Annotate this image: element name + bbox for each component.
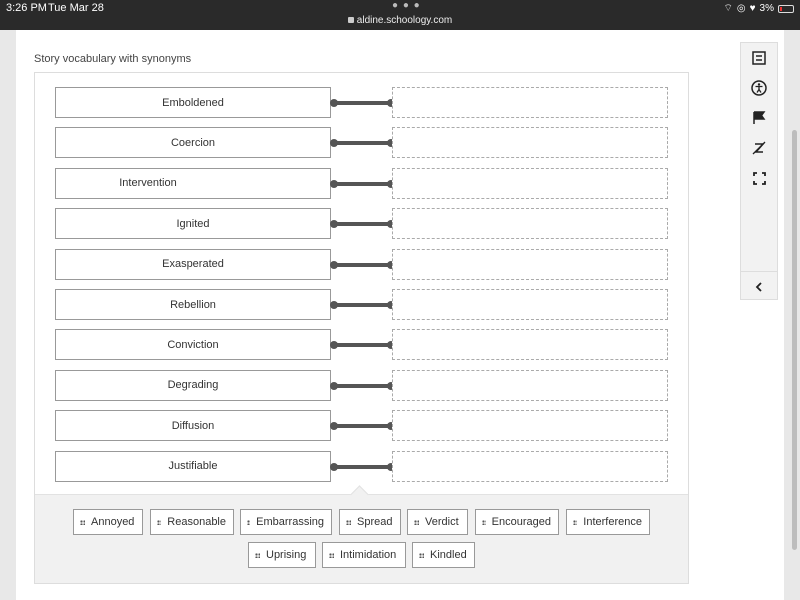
question-title: Story vocabulary with synonyms: [34, 53, 192, 65]
heart-icon: ♥: [749, 3, 756, 14]
answer-chip[interactable]: [407, 509, 468, 535]
term-box: [55, 208, 331, 239]
term-label: Rebellion: [170, 298, 216, 311]
drag-handle-icon: [255, 553, 260, 558]
term-label: Degrading: [167, 379, 219, 392]
drop-target[interactable]: [392, 168, 668, 199]
wifi-icon: ⌔: [723, 3, 733, 14]
drop-target[interactable]: [392, 208, 668, 239]
chip-label: Uprising: [266, 549, 307, 561]
match-row: [55, 410, 667, 441]
term-label: Emboldened: [162, 96, 224, 109]
drop-target[interactable]: [392, 329, 668, 360]
flag-icon[interactable]: [741, 103, 777, 133]
drop-target[interactable]: [392, 127, 668, 158]
drop-target[interactable]: [392, 249, 668, 280]
term-box: [55, 249, 331, 280]
status-indicators: [723, 2, 794, 15]
connector-line: [331, 101, 393, 105]
chip-label: Encouraged: [491, 516, 551, 528]
connector-line: [331, 384, 393, 388]
status-bar: [0, 0, 800, 30]
term-label: Exasperated: [162, 258, 224, 271]
chip-label: Interference: [583, 516, 642, 528]
term-box: [55, 451, 331, 482]
chip-label: Verdict: [425, 516, 459, 528]
match-row: [55, 451, 667, 482]
battery-percent: 3%: [759, 3, 774, 14]
address-bar[interactable]: [0, 15, 800, 26]
match-row: [55, 127, 667, 158]
answer-chip[interactable]: [322, 542, 406, 568]
answer-chip[interactable]: [73, 509, 143, 535]
battery-icon: [778, 5, 794, 13]
drag-handle-icon: [482, 520, 486, 525]
drag-handle-icon: [80, 520, 85, 525]
connector-line: [331, 424, 393, 428]
tools-sidebar: [740, 42, 778, 300]
term-box: [55, 87, 331, 118]
answer-chip[interactable]: [248, 542, 316, 568]
match-row: [55, 168, 667, 199]
lock-icon: [348, 17, 354, 23]
answer-chip[interactable]: [240, 509, 332, 535]
url-text: aldine.schoology.com: [356, 15, 453, 26]
term-box: [55, 410, 331, 441]
answer-chip[interactable]: [566, 509, 650, 535]
scrollbar[interactable]: [792, 130, 797, 550]
answer-chip[interactable]: [339, 509, 401, 535]
drop-target[interactable]: [392, 370, 668, 401]
term-label: Coercion: [170, 136, 216, 149]
eliminator-icon[interactable]: [741, 133, 777, 163]
status-date: Tue Mar 28: [48, 2, 104, 14]
connector-line: [331, 263, 393, 267]
connector-line: [331, 141, 393, 145]
drag-handle-icon: [573, 520, 577, 525]
drag-handle-icon: [414, 520, 419, 525]
connector-line: [331, 465, 393, 469]
drag-handle-icon: [419, 553, 424, 558]
connector-line: [331, 343, 393, 347]
answer-chip[interactable]: [412, 542, 475, 568]
drop-target[interactable]: [392, 289, 668, 320]
collapse-chevron-icon[interactable]: [741, 272, 777, 302]
term-label: Justifiable: [168, 460, 218, 473]
drop-target[interactable]: [392, 87, 668, 118]
term-label: Diffusion: [171, 419, 215, 432]
term-box: [55, 168, 331, 199]
match-row: [55, 208, 667, 239]
chip-label: Annoyed: [91, 516, 135, 528]
drag-handle-icon: [329, 553, 334, 558]
term-box: [55, 370, 331, 401]
term-box: [55, 127, 331, 158]
match-row: [55, 289, 667, 320]
chip-label: Reasonable: [167, 516, 226, 528]
answer-chip[interactable]: [150, 509, 234, 535]
connector-line: [331, 303, 393, 307]
chip-label: Intimidation: [340, 549, 397, 561]
connector-line: [331, 222, 393, 226]
drop-target[interactable]: [392, 410, 668, 441]
term-box: [55, 329, 331, 360]
match-row: [55, 329, 667, 360]
multitask-dots-icon[interactable]: ● ● ●: [392, 0, 421, 11]
term-label: Conviction: [167, 338, 219, 351]
location-icon: ◎: [736, 3, 746, 14]
match-row: [55, 87, 667, 118]
status-time: 3:26 PM: [6, 2, 47, 14]
term-box: [55, 289, 331, 320]
chip-label: Spread: [357, 516, 393, 528]
drag-handle-icon: [346, 520, 351, 525]
matching-panel: [34, 72, 689, 584]
answer-chip[interactable]: [475, 509, 559, 535]
chip-label: Embarrassing: [256, 516, 324, 528]
fullscreen-icon[interactable]: [741, 163, 777, 193]
drag-handle-icon: [157, 520, 161, 525]
term-label: Ignited: [176, 217, 210, 230]
chip-label: Kindled: [430, 549, 467, 561]
term-label: Intervention: [119, 177, 177, 190]
drop-target[interactable]: [392, 451, 668, 482]
match-row: [55, 249, 667, 280]
answer-bank: [35, 494, 688, 583]
match-row: [55, 370, 667, 401]
accessibility-icon[interactable]: [741, 73, 777, 103]
drag-handle-icon: [247, 520, 250, 525]
checklist-icon[interactable]: [741, 43, 777, 73]
connector-line: [331, 182, 393, 186]
